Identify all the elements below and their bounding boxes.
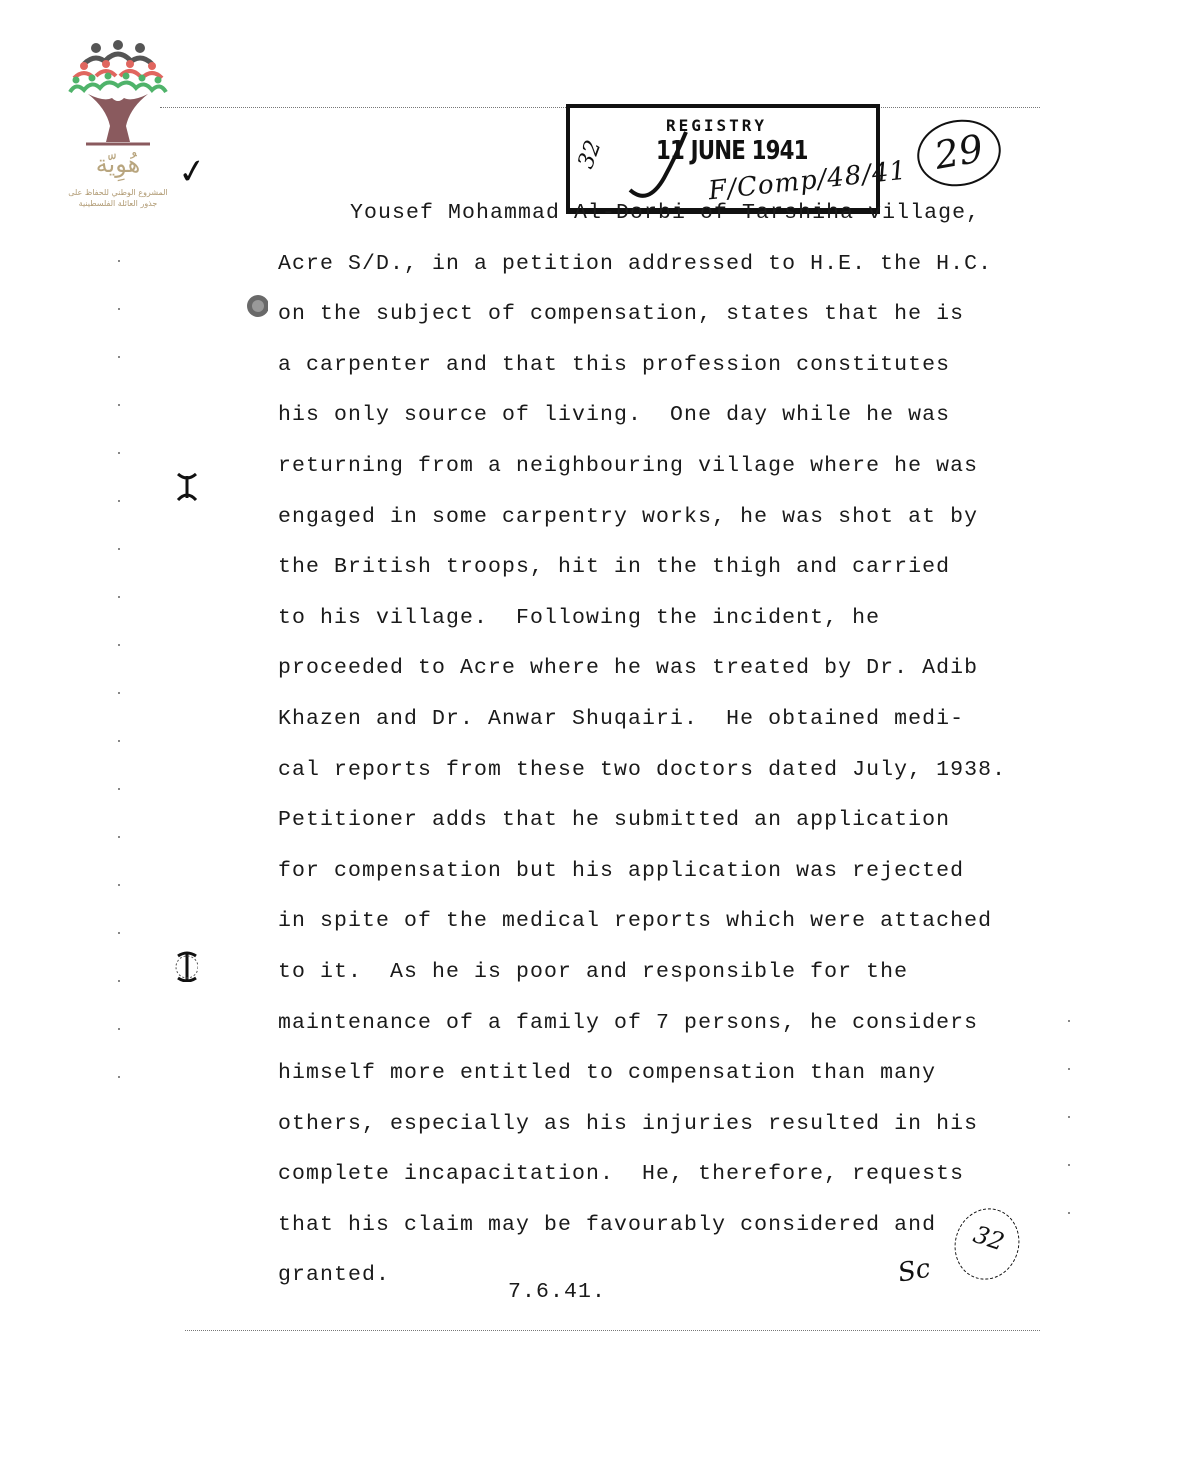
stamp-date: 11 JUNE 1941 [656, 136, 808, 166]
logo-subtitle: المشروع الوطني للحفاظ على [68, 188, 168, 197]
logo-wordmark: هُوِيّة [95, 150, 141, 178]
stamp-reference: F/Comp/48/41 [706, 155, 909, 207]
text-line: a carpenter and that this profession constitutes [278, 352, 951, 377]
text-line: that his claim may be favourably considered and [278, 1212, 937, 1237]
checkmark-icon: ✓ [175, 150, 210, 194]
text-line: for compensation but his application was rejected [278, 858, 965, 883]
folio-number-circled: 29 [912, 113, 1006, 193]
punch-hole-mark-icon [174, 470, 198, 502]
handwritten-initials: Sc [895, 1253, 933, 1289]
text-line: maintenance of a family of 7 persons, he considers [278, 1010, 979, 1035]
family-tree-logo-icon [66, 38, 170, 150]
punch-hole-mark-icon [244, 292, 268, 324]
handwritten-stroke-icon [620, 128, 690, 203]
text-line: in spite of the medical reports which were attached [278, 909, 993, 934]
stamp-handwritten-number: 32 [573, 137, 607, 172]
text-line: himself more entitled to compensation than many [278, 1061, 937, 1086]
text-line: the British troops, hit in the thigh and carried [278, 555, 951, 580]
text-line: complete incapacitation. He, therefore, requests [278, 1162, 965, 1187]
text-line: proceeded to Acre where he was treated by Dr. Adib [278, 656, 979, 681]
text-line: Yousef Mohammad Al-Dorbi of Tarshiha village, [350, 201, 981, 225]
archive-logo [66, 38, 170, 218]
text-line: Acre S/D., in a petition addressed to H.E. the H.C. [278, 251, 993, 276]
text-line: his only source of living. One day while he was [278, 403, 951, 428]
scan-speck-column [1068, 1020, 1071, 1260]
petition-body [278, 196, 1068, 1309]
text-line: granted. [278, 1263, 391, 1288]
punch-hole-mark-icon [174, 950, 198, 982]
text-line: cal reports from these two doctors dated July, 1938. [278, 757, 1007, 782]
text-line: others, especially as his injuries resulted in his [278, 1111, 979, 1136]
folio-number-circled: 32 [945, 1200, 1028, 1288]
text-line: engaged in some carpentry works, he was shot at by [278, 504, 979, 529]
text-line: to it. As he is poor and responsible for the [278, 959, 909, 984]
logo-subtitle: جذور العائلة الفلسطينية [78, 199, 158, 208]
scan-speck-column [118, 260, 121, 1124]
text-line: to his village. Following the incident, he [278, 605, 881, 630]
text-line: returning from a neighbouring village where he was [278, 453, 979, 478]
text-line: Petitioner adds that he submitted an application [278, 808, 951, 833]
text-line: Khazen and Dr. Anwar Shuqairi. He obtained medi- [278, 706, 965, 731]
stamp-title: REGISTRY [666, 116, 768, 135]
bottom-dotted-rule [185, 1330, 1040, 1331]
text-line: on the subject of compensation, states that he is [278, 302, 965, 327]
document-date: 7.6.41. [508, 1280, 607, 1304]
